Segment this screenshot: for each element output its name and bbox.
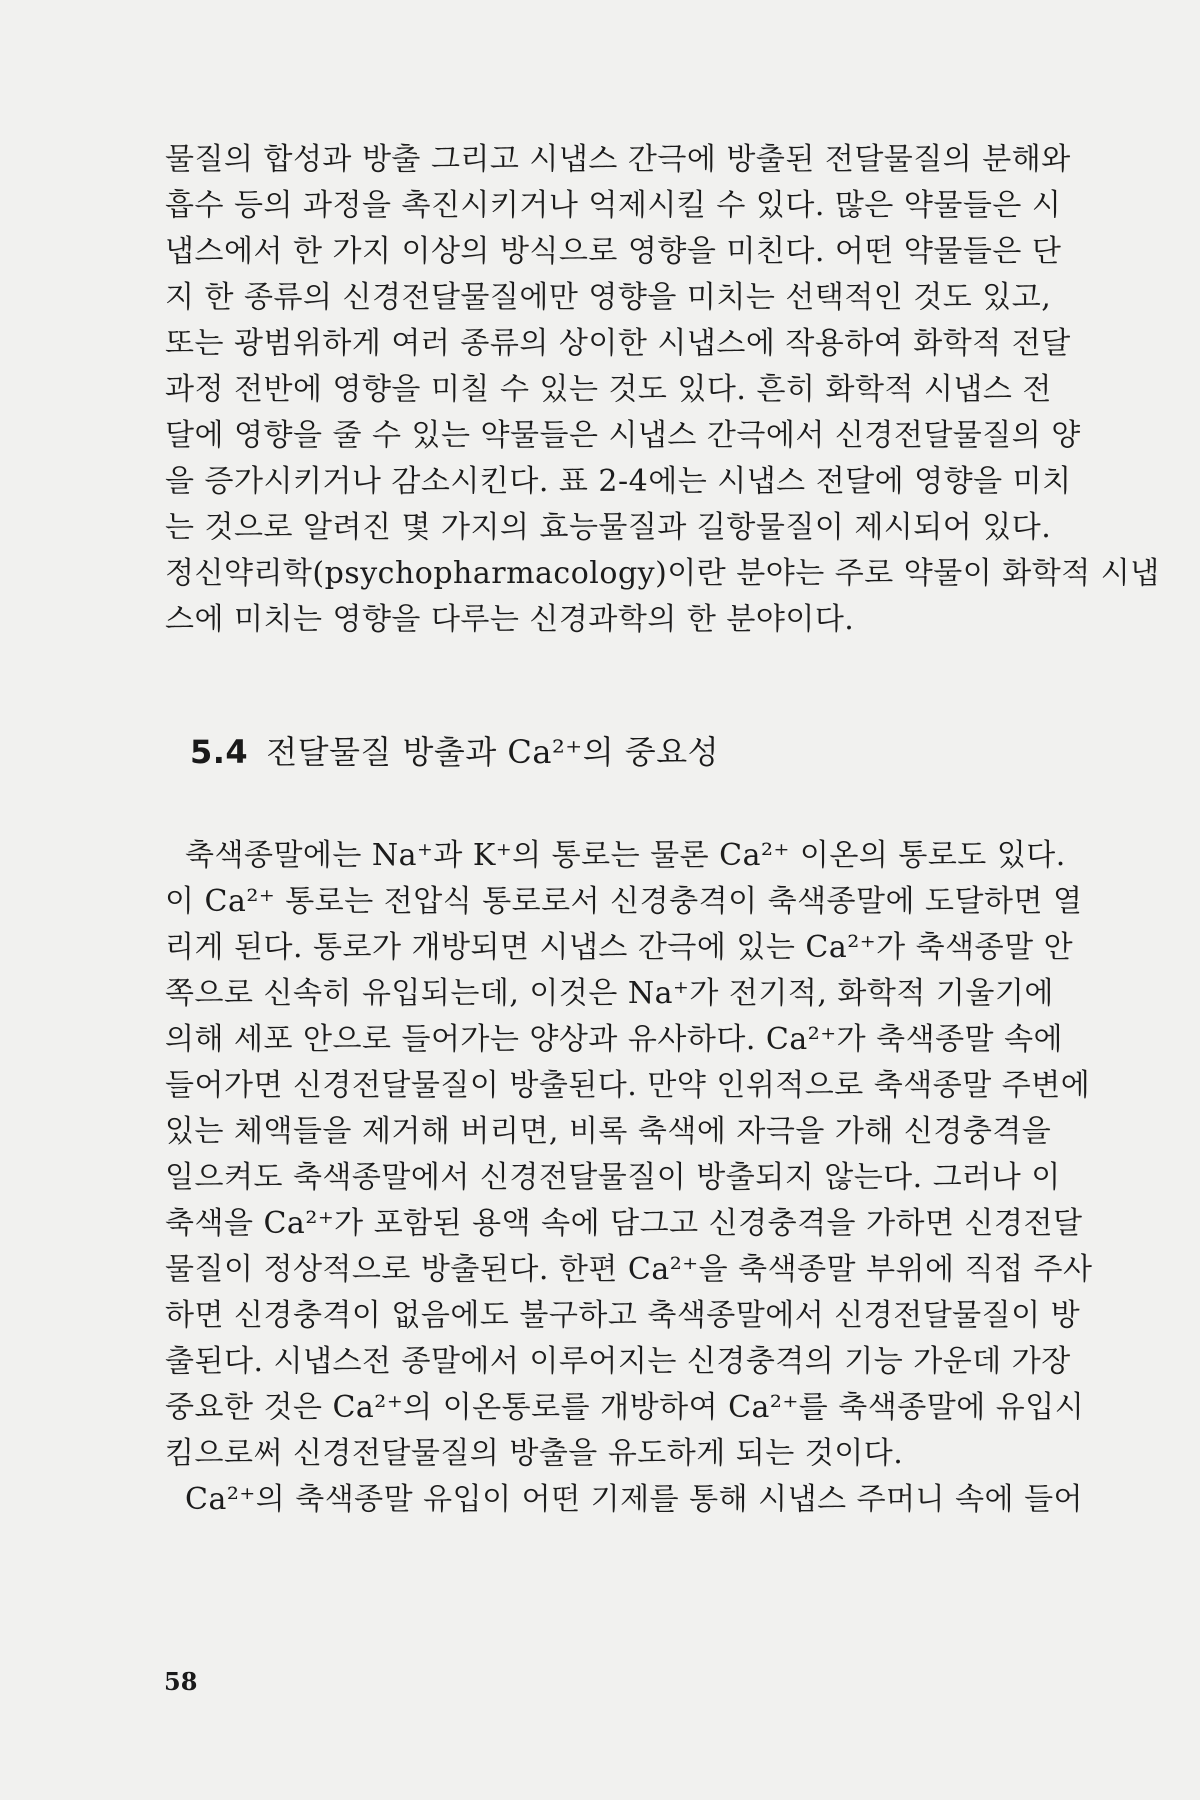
text-line: 리게 된다. 통로가 개방되면 시냅스 간극에 있는 Ca²⁺가 축색종말 안 [165,930,1074,965]
text-line: 물질의 합성과 방출 그리고 시냅스 간극에 방출된 전달물질의 분해와 [165,142,1071,177]
text-line: 축색을 Ca²⁺가 포함된 용액 속에 담그고 신경충격을 가하면 신경전달 [165,1206,1083,1241]
paragraph-2 [165,833,1093,1523]
text-line: 의해 세포 안으로 들어가는 양상과 유사하다. Ca²⁺가 축색종말 속에 [165,1022,1064,1057]
text-line: 과정 전반에 영향을 미칠 수 있는 것도 있다. 흔히 화학적 시냅스 전 [165,372,1052,407]
text-line: 또는 광범위하게 여러 종류의 상이한 시냅스에 작용하여 화학적 전달 [165,326,1071,361]
text-line: 냅스에서 한 가지 이상의 방식으로 영향을 미친다. 어떤 약물들은 단 [165,234,1062,269]
text-line: Ca²⁺의 축색종말 유입이 어떤 기제를 통해 시냅스 주머니 속에 들어 [185,1482,1084,1517]
text-line: 지 한 종류의 신경전달물질에만 영향을 미치는 선택적인 것도 있고, [165,280,1052,315]
text-line: 하면 신경충격이 없음에도 불구하고 축색종말에서 신경전달물질이 방 [165,1298,1081,1333]
text-line: 일으켜도 축색종말에서 신경전달물질이 방출되지 않는다. 그러나 이 [165,1160,1061,1195]
text-line: 흡수 등의 과정을 촉진시키거나 억제시킬 수 있다. 많은 약물들은 시 [165,188,1062,223]
section-number: 5.4 [190,733,249,771]
text-line: 물질이 정상적으로 방출된다. 한편 Ca²⁺을 축색종말 부위에 직접 주사 [165,1252,1093,1287]
text-line: 중요한 것은 Ca²⁺의 이온통로를 개방하여 Ca²⁺를 축색종말에 유입시 [165,1390,1085,1425]
text-line: 스에 미치는 영향을 다루는 신경과학의 한 분야이다. [165,602,855,637]
text-line: 정신약리학(psychopharmacology)이란 분야는 주로 약물이 화학적 시냅 [165,556,1160,591]
text-line: 들어가면 신경전달물질이 방출된다. 만약 인위적으로 축색종말 주변에 [165,1068,1091,1103]
paragraph-1 [165,137,1160,643]
section-title: 전달물질 방출과 Ca²⁺의 중요성 [266,733,720,771]
text-line: 킴으로써 신경전달물질의 방출을 유도하게 되는 것이다. [165,1436,904,1471]
text-line: 출된다. 시냅스전 종말에서 이루어지는 신경충격의 기능 가운데 가장 [165,1344,1071,1379]
text-line: 쪽으로 신속히 유입되는데, 이것은 Na⁺가 전기적, 화학적 기울기에 [165,976,1054,1011]
section-heading [190,727,719,773]
text-line: 달에 영향을 줄 수 있는 약물들은 시냅스 간극에서 신경전달물질의 양 [165,418,1081,453]
text-line: 을 증가시키거나 감소시킨다. 표 2-4에는 시냅스 전달에 영향을 미치 [165,464,1072,499]
text-line: 있는 체액들을 제거해 버리면, 비록 축색에 자극을 가해 신경충격을 [165,1114,1052,1149]
text-line: 이 Ca²⁺ 통로는 전압식 통로로서 신경충격이 축색종말에 도달하면 열 [165,884,1083,919]
page-number: 58 [164,1667,198,1696]
text-line: 축색종말에는 Na⁺과 K⁺의 통로는 물론 Ca²⁺ 이온의 통로도 있다. [185,838,1066,873]
text-line: 는 것으로 알려진 몇 가지의 효능물질과 길항물질이 제시되어 있다. [165,510,1052,545]
